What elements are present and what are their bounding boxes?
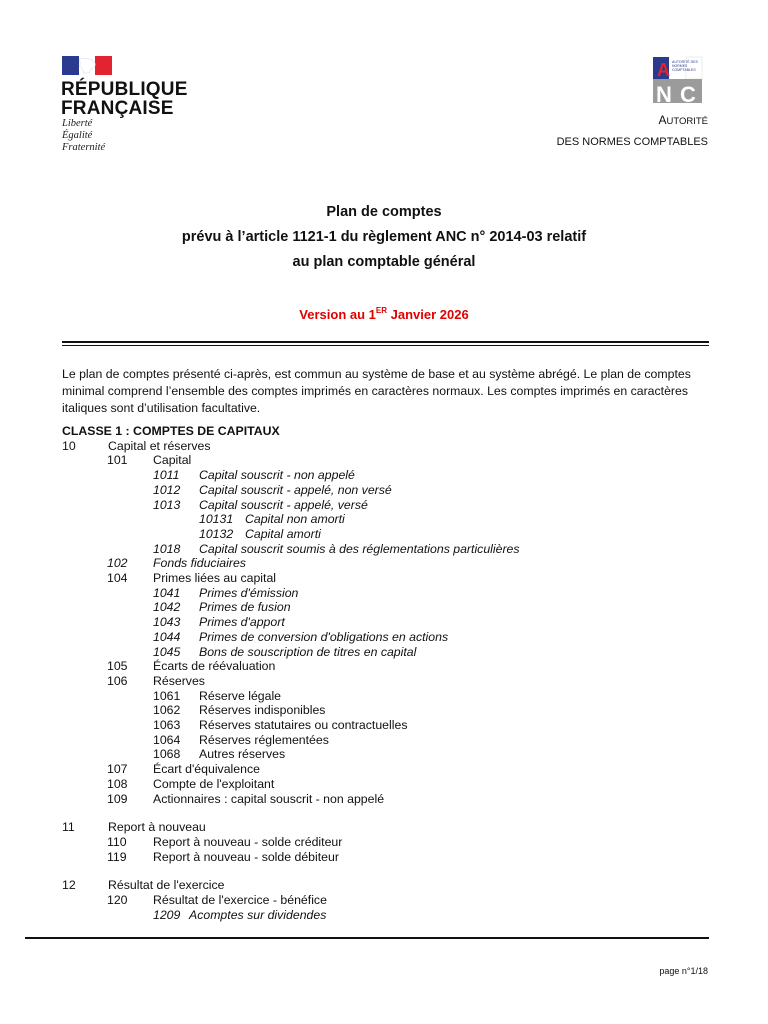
account-label: Fonds fiduciaires <box>153 556 246 571</box>
header-divider <box>62 341 709 343</box>
page-number: page n°1/18 <box>659 966 708 976</box>
account-code: 1018 <box>153 541 181 556</box>
republique-motto: Liberté Égalité Fraternité <box>62 118 106 153</box>
account-label: Capital souscrit soumis à des réglementations particulières <box>199 541 520 556</box>
anc-logo-caption: AUTORITÉ DES NORMES COMPTABLES <box>672 60 698 72</box>
account-code: 109 <box>107 791 128 806</box>
account-code: 1043 <box>153 615 181 630</box>
account-code: 1011 <box>153 468 180 483</box>
document-title: Plan de comptes <box>326 204 442 220</box>
account-label: Capital non amorti <box>245 512 345 527</box>
account-code: 110 <box>107 834 127 849</box>
account-code: 108 <box>107 776 128 791</box>
anc-authority-label: AUTORITÉ <box>658 113 708 127</box>
account-code: 10 <box>62 438 76 453</box>
account-label: Capital et réserves <box>108 438 211 453</box>
account-code: 107 <box>107 762 128 777</box>
account-label: Réserves indisponibles <box>199 703 326 718</box>
account-label: Réserves statutaires ou contractuelles <box>199 718 408 732</box>
document-subtitle-line2: au plan comptable général <box>292 254 476 270</box>
account-label: Capital souscrit - appelé, non versé <box>199 482 392 497</box>
account-code: 1062 <box>153 703 181 718</box>
account-label: Primes d'émission <box>199 585 299 600</box>
account-label: Résultat de l'exercice - bénéfice <box>153 892 327 907</box>
svg-text:N: N <box>656 82 672 105</box>
intro-paragraph: Le plan de comptes présenté ci-après, est commun au système de base et au système abrégé. Le plan de comptes minimal comprend l’ensemble des comptes imprimés en caractères normaux. Les comptes imprimés en caractères italiques sont d’utilisation facultative. <box>62 367 691 415</box>
account-label: Compte de l'exploitant <box>153 776 275 791</box>
account-label: Report à nouveau - solde débiteur <box>153 849 339 864</box>
account-label: Primes liées au capital <box>153 571 277 585</box>
account-label: Autres réserves <box>199 747 286 762</box>
account-code: 1013 <box>153 497 181 512</box>
account-label: Réserves réglementées <box>199 732 329 747</box>
account-code: 1209 <box>153 907 181 922</box>
account-code: 106 <box>107 673 128 688</box>
account-label: Écart d'équivalence <box>153 762 260 777</box>
account-label: Report à nouveau - solde créditeur <box>153 834 343 849</box>
account-code: 12 <box>62 878 76 893</box>
account-label: Primes d'apport <box>199 615 285 630</box>
account-label: Écarts de réévaluation <box>153 659 276 674</box>
account-label: Capital souscrit - appelé, versé <box>199 497 368 512</box>
account-code: 1044 <box>153 629 181 644</box>
header-divider-thin <box>62 345 709 346</box>
class-heading-label: CLASSE 1 : COMPTES DE CAPITAUX <box>62 424 280 438</box>
account-code: 1041 <box>153 585 181 600</box>
account-code: 1063 <box>153 718 181 732</box>
account-code: 104 <box>107 571 128 585</box>
svg-text:A: A <box>657 60 670 80</box>
account-code: 1061 <box>153 688 181 703</box>
account-label: Primes de conversion d'obligations en actions <box>199 629 449 644</box>
account-code: 10131 <box>199 512 234 527</box>
account-code: 102 <box>107 556 128 571</box>
account-code: 120 <box>107 892 128 907</box>
marianne-profile-icon <box>75 57 99 74</box>
account-label: Primes de fusion <box>199 600 291 615</box>
account-label: Réserves <box>153 673 205 688</box>
account-code: 1045 <box>153 644 181 659</box>
version-label: Version au 1ER Janvier 2026 <box>299 306 469 322</box>
account-code: 10132 <box>199 526 234 541</box>
account-label: Capital amorti <box>245 526 321 541</box>
account-label: Bons de souscription de titres en capital <box>199 644 417 659</box>
account-label: Actionnaires : capital souscrit - non appelé <box>153 791 385 806</box>
account-code: 1068 <box>153 747 181 762</box>
anc-logo <box>652 55 704 105</box>
account-code: 1012 <box>153 482 181 497</box>
account-label: Report à nouveau <box>108 820 206 835</box>
account-label: Capital souscrit - non appelé <box>199 468 355 483</box>
account-label: Capital <box>153 453 192 468</box>
account-label: Résultat de l'exercice <box>108 878 225 893</box>
footer-divider <box>25 937 709 939</box>
account-code: 11 <box>62 820 75 835</box>
document-subtitle-line1: prévu à l’article 1121-1 du règlement ANC n° 2014-03 relatif <box>181 229 587 245</box>
account-label: Réserve légale <box>199 688 282 703</box>
account-code: 101 <box>107 453 128 468</box>
marianne-flag-icon <box>62 56 112 75</box>
republique-francaise-title: RÉPUBLIQUE FRANÇAISE <box>61 79 188 119</box>
anc-subtitle: DES NORMES COMPTABLES <box>556 136 708 148</box>
account-code: 119 <box>107 849 127 864</box>
account-code: 1042 <box>153 600 181 615</box>
account-code: 105 <box>107 659 128 674</box>
svg-text:C: C <box>680 82 696 105</box>
account-label: Acomptes sur dividendes <box>189 907 327 922</box>
account-code: 1064 <box>153 732 181 747</box>
